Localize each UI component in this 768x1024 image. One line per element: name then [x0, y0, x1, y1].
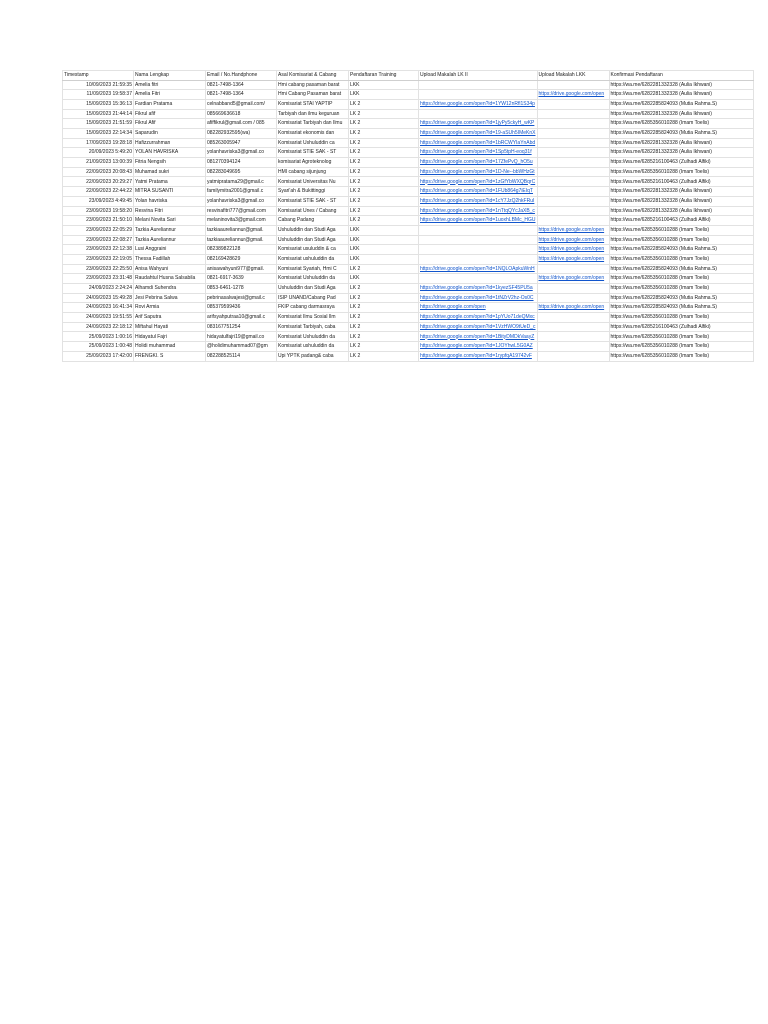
cell-upload-makalah-lk2[interactable]: https://drive.google.com/open?id=1FUb864g7iEIqT: [419, 187, 538, 197]
cell-upload-makalah-lk2[interactable]: https://drive.google.com/open?id=19-aSUh5IMeKnX: [419, 129, 538, 139]
cell-konfirmasi-pendaftaran: https://wa.me/6285356010288 (Imam Toelis): [609, 225, 753, 235]
cell-upload-makalah-lk2: [419, 274, 538, 284]
cell-upload-makalah-lkk: [537, 216, 609, 226]
cell-nama-lengkap: Yatmi Pratama: [134, 177, 206, 187]
cell-upload-makalah-lk2[interactable]: https://drive.google.com/open?id=1YW12nRfl1S34p: [419, 99, 538, 109]
cell-konfirmasi-pendaftaran: https://wa.me/6285216100463 (Zulhadi Alfiki): [609, 322, 753, 332]
cell-upload-makalah-lk2[interactable]: https://drive.google.com/open?id=1cY7JzQ2hkFRuI: [419, 196, 538, 206]
cell-konfirmasi-pendaftaran: https://wa.me/6285216100463 (Zulhadi Alfiki): [609, 177, 753, 187]
cell-konfirmasi-pendaftaran: https://wa.me/6282285824093 (Mutia Rahma.S): [609, 129, 753, 139]
table-row: [63, 332, 754, 342]
cell-nama-lengkap: Anisa Wahyuni: [134, 264, 206, 274]
table-row: [63, 109, 754, 119]
cell-timestamp: 15/09/2023 15:36:13: [63, 99, 134, 109]
cell-timestamp: 24/09/2023 22:18:12: [63, 322, 134, 332]
cell-upload-makalah-lk2: [419, 235, 538, 245]
cell-asal-komisariat: ISIP UNAND/Cabang Pad: [277, 293, 349, 303]
column-header-timestamp: Timestamp: [63, 71, 134, 81]
cell-asal-komisariat: Komisariat STIE SAK - ST: [277, 196, 349, 206]
cell-pendaftaran-training: LK 2: [349, 351, 419, 361]
cell-upload-makalah-lk2[interactable]: https://drive.google.com/open?id=1Sp5tpH-eoq31f: [419, 148, 538, 158]
table-row: [63, 313, 754, 323]
cell-asal-komisariat: komisariat Agroteknolog: [277, 158, 349, 168]
cell-upload-makalah-lkk: [537, 293, 609, 303]
cell-pendaftaran-training: LKK: [349, 225, 419, 235]
cell-asal-komisariat: Komisariat ushuluddin da: [277, 254, 349, 264]
cell-upload-makalah-lk2[interactable]: https://drive.google.com/open?id=1D-Ne--bbWHzGt: [419, 167, 538, 177]
table-row: [63, 342, 754, 352]
cell-upload-makalah-lk2: [419, 90, 538, 100]
cell-asal-komisariat: Komisariat Unes / Cabang: [277, 206, 349, 216]
table-row: [63, 196, 754, 206]
cell-asal-komisariat: Hmi cabang pasaman barat: [277, 80, 349, 90]
cell-nama-lengkap: Yolan havriska: [134, 196, 206, 206]
cell-timestamp: 24/09/2023 15:49:28: [63, 293, 134, 303]
cell-timestamp: 11/09/2023 19:58:37: [63, 90, 134, 100]
cell-pendaftaran-training: LK 2: [349, 216, 419, 226]
cell-asal-komisariat: FKIP cabang darmasraya: [277, 303, 349, 313]
cell-email-handphone: 081270394124: [206, 158, 277, 168]
cell-upload-makalah-lk2[interactable]: https://drive.google.com/open?id=1VzHWO9tUeD_c: [419, 322, 538, 332]
cell-email-handphone: tazkiaaureliannur@gmail.: [206, 235, 277, 245]
cell-asal-komisariat: Komisariat Tarbiyah dan Ilmu: [277, 119, 349, 129]
table-row: [63, 245, 754, 255]
cell-upload-makalah-lk2[interactable]: https://drive.google.com/open?id=1rypfqA19742vF: [419, 351, 538, 361]
cell-asal-komisariat: Komisariat Universitas Nu: [277, 177, 349, 187]
table-row: [63, 274, 754, 284]
cell-email-handphone: 0821-6917-3639: [206, 274, 277, 284]
cell-pendaftaran-training: LK 2: [349, 158, 419, 168]
cell-upload-makalah-lkk[interactable]: https://drive.google.com/open: [537, 254, 609, 264]
column-header-nama-lengkap: Nama Lengkap: [134, 71, 206, 81]
cell-timestamp: 23/09/2023 22:25:50: [63, 264, 134, 274]
cell-nama-lengkap: Fardian Pratama: [134, 99, 206, 109]
cell-timestamp: 15/09/2023 21:44:14: [63, 109, 134, 119]
cell-nama-lengkap: Saparudin: [134, 129, 206, 139]
table-row: [63, 119, 754, 129]
cell-nama-lengkap: Resvina Fitri: [134, 206, 206, 216]
cell-upload-makalah-lk2[interactable]: https://drive.google.com/open?id=1kyezSF45PU5a: [419, 284, 538, 294]
table-row: [63, 148, 754, 158]
table-row: [63, 138, 754, 148]
cell-email-handphone: celnabband5@gmail.com/: [206, 99, 277, 109]
cell-upload-makalah-lkk: [537, 284, 609, 294]
cell-upload-makalah-lk2[interactable]: https://drive.google.com/open?id=1pYUo71deQMxc: [419, 313, 538, 323]
cell-upload-makalah-lk2[interactable]: https://drive.google.com/open?id=1JOYhwL5G0AZ: [419, 342, 538, 352]
cell-timestamp: 25/09/2023 1:00:48: [63, 342, 134, 352]
cell-upload-makalah-lkk[interactable]: https://drive.google.com/open: [537, 245, 609, 255]
cell-asal-komisariat: Komisariat STIE SAK - ST: [277, 148, 349, 158]
cell-konfirmasi-pendaftaran: https://wa.me/6282285824093 (Mutia Rahma.S): [609, 264, 753, 274]
registration-sheet: [62, 70, 754, 362]
cell-email-handphone: 085379599436: [206, 303, 277, 313]
table-row: [63, 264, 754, 274]
cell-upload-makalah-lkk[interactable]: https://drive.google.com/open: [537, 235, 609, 245]
cell-konfirmasi-pendaftaran: https://wa.me/6282281332328 (Aulia Ikhwani): [609, 206, 753, 216]
cell-asal-komisariat: Cabang Padang: [277, 216, 349, 226]
cell-upload-makalah-lkk: [537, 196, 609, 206]
cell-upload-makalah-lkk: [537, 187, 609, 197]
cell-pendaftaran-training: LK 2: [349, 303, 419, 313]
cell-konfirmasi-pendaftaran: https://wa.me/6285356010288 (Imam Toelis): [609, 235, 753, 245]
cell-email-handphone: anisawahyuni977@gmail.: [206, 264, 277, 274]
cell-konfirmasi-pendaftaran: https://wa.me/6282281332328 (Aulia Ikhwani): [609, 138, 753, 148]
cell-nama-lengkap: Tazkia Aureliannur: [134, 225, 206, 235]
cell-pendaftaran-training: LK 2: [349, 119, 419, 129]
cell-konfirmasi-pendaftaran: https://wa.me/6285356010288 (Imam Toelis): [609, 254, 753, 264]
cell-upload-makalah-lk2: [419, 254, 538, 264]
cell-upload-makalah-lk2[interactable]: https://drive.google.com/open: [419, 303, 538, 313]
cell-upload-makalah-lkk: [537, 119, 609, 129]
cell-pendaftaran-training: LKK: [349, 90, 419, 100]
cell-email-handphone: tazkiaaureliannur@gmail.: [206, 225, 277, 235]
cell-email-handphone: 085263005947: [206, 138, 277, 148]
cell-nama-lengkap: Hafizzurrahman: [134, 138, 206, 148]
cell-timestamp: 21/09/2023 13:00:39: [63, 158, 134, 168]
cell-asal-komisariat: Komisariat STAI YAPTIP: [277, 99, 349, 109]
cell-email-handphone: yolanhavriska3@gmail.co: [206, 196, 277, 206]
cell-pendaftaran-training: LK 2: [349, 177, 419, 187]
cell-email-handphone: yatmipratama29@gmail.c: [206, 177, 277, 187]
cell-pendaftaran-training: LK 2: [349, 138, 419, 148]
cell-timestamp: 23/09/2023 22:12:38: [63, 245, 134, 255]
cell-pendaftaran-training: LK 2: [349, 148, 419, 158]
table-row: [63, 254, 754, 264]
cell-nama-lengkap: Amelia Fitri: [134, 90, 206, 100]
cell-upload-makalah-lkk: [537, 148, 609, 158]
table-row: [63, 303, 754, 313]
cell-upload-makalah-lk2: [419, 225, 538, 235]
table-row: [63, 351, 754, 361]
cell-timestamp: 10/09/2023 21:59:35: [63, 80, 134, 90]
cell-email-handphone: 0853-6461-1278: [206, 284, 277, 294]
cell-upload-makalah-lkk: [537, 99, 609, 109]
cell-pendaftaran-training: LK 2: [349, 264, 419, 274]
cell-nama-lengkap: Thessa Fadillah: [134, 254, 206, 264]
cell-upload-makalah-lk2[interactable]: https://drive.google.com/open?id=1uoxhLBMc_HGU: [419, 216, 538, 226]
cell-konfirmasi-pendaftaran: https://wa.me/6282281332328 (Aulia Ikhwani): [609, 80, 753, 90]
cell-upload-makalah-lk2[interactable]: https://drive.google.com/open?id=1zGfYbWXQBqrC: [419, 177, 538, 187]
cell-asal-komisariat: Komisariat Ushuluddin da: [277, 274, 349, 284]
cell-konfirmasi-pendaftaran: https://wa.me/6285356010288 (Imam Toelis): [609, 342, 753, 352]
cell-upload-makalah-lkk: [537, 109, 609, 119]
cell-nama-lengkap: Amelia fitri: [134, 80, 206, 90]
cell-email-handphone: 082282932595(wa): [206, 129, 277, 139]
cell-pendaftaran-training: LKK: [349, 80, 419, 90]
cell-nama-lengkap: Muhamad sukri: [134, 167, 206, 177]
table-row: [63, 206, 754, 216]
cell-email-handphone: 082169428629: [206, 254, 277, 264]
column-header-upload-makalah-lk2: Upload Makalah LK II: [419, 71, 538, 81]
cell-nama-lengkap: Hidayatul Fajri: [134, 332, 206, 342]
table-row: [63, 187, 754, 197]
table-row: [63, 225, 754, 235]
table-row: [63, 158, 754, 168]
cell-upload-makalah-lk2[interactable]: https://drive.google.com/open?id=1nTtqQYcJaXB_c: [419, 206, 538, 216]
cell-upload-makalah-lkk: [537, 138, 609, 148]
cell-upload-makalah-lkk: [537, 80, 609, 90]
cell-konfirmasi-pendaftaran: https://wa.me/6285356010288 (Imam Toelis): [609, 351, 753, 361]
cell-konfirmasi-pendaftaran: https://wa.me/6282281332328 (Aulia Ikhwani): [609, 187, 753, 197]
cell-email-handphone: familymitra2001@gmail.c: [206, 187, 277, 197]
header-row: [63, 71, 754, 81]
cell-email-handphone: melaninovita3@gmail.com: [206, 216, 277, 226]
cell-upload-makalah-lk2: [419, 245, 538, 255]
cell-timestamp: 22/09/2023 20:08:43: [63, 167, 134, 177]
cell-asal-komisariat: Komisariat Ushuluddin da: [277, 332, 349, 342]
cell-konfirmasi-pendaftaran: https://wa.me/6285356010288 (Imam Toelis): [609, 274, 753, 284]
table-row: [63, 177, 754, 187]
cell-konfirmasi-pendaftaran: https://wa.me/6282281332328 (Aulia Ikhwani): [609, 90, 753, 100]
cell-upload-makalah-lkk: [537, 177, 609, 187]
cell-upload-makalah-lkk: [537, 313, 609, 323]
table-row: [63, 99, 754, 109]
cell-nama-lengkap: YOLAN HAVRISKA: [134, 148, 206, 158]
cell-nama-lengkap: Fitria Nengsih: [134, 158, 206, 168]
cell-pendaftaran-training: LKK: [349, 235, 419, 245]
cell-timestamp: 24/09/2023 2:24:24: [63, 284, 134, 294]
cell-asal-komisariat: Komisariat Syariah, Hmi C: [277, 264, 349, 274]
cell-asal-komisariat: Komisariat Ilmu Sosial Ilm: [277, 313, 349, 323]
cell-timestamp: 25/09/2023 1:00:16: [63, 332, 134, 342]
cell-nama-lengkap: MITRA SUSANTI: [134, 187, 206, 197]
cell-asal-komisariat: Tarbiyah dan ilmu keguruan: [277, 109, 349, 119]
table-row: [63, 216, 754, 226]
cell-email-handphone: 0821-7498-1364: [206, 90, 277, 100]
column-header-pendaftaran-training: Pendaftaran Training: [349, 71, 419, 81]
cell-konfirmasi-pendaftaran: https://wa.me/6282281332328 (Aulia Ikhwani): [609, 196, 753, 206]
cell-nama-lengkap: Melani Novita Sari: [134, 216, 206, 226]
cell-upload-makalah-lk2[interactable]: https://drive.google.com/open?id=1BityDMDkVaayZ: [419, 332, 538, 342]
cell-timestamp: 22/09/2023 22:44:22: [63, 187, 134, 197]
cell-timestamp: 23/09/2023 4:49:45: [63, 196, 134, 206]
cell-konfirmasi-pendaftaran: https://wa.me/6282281332328 (Aulia Ikhwani): [609, 148, 753, 158]
cell-konfirmasi-pendaftaran: https://wa.me/6282285824093 (Mutia Rahma.S): [609, 99, 753, 109]
cell-upload-makalah-lk2: [419, 80, 538, 90]
cell-upload-makalah-lkk[interactable]: https://drive.google.com/open: [537, 90, 609, 100]
cell-upload-makalah-lkk: [537, 158, 609, 168]
cell-pendaftaran-training: LK 2: [349, 342, 419, 352]
table-row: [63, 235, 754, 245]
cell-email-handphone: @holidimuhammad07@gm: [206, 342, 277, 352]
cell-pendaftaran-training: LK 2: [349, 332, 419, 342]
cell-pendaftaran-training: LK 2: [349, 167, 419, 177]
cell-upload-makalah-lk2[interactable]: https://drive.google.com/open?id=1NQLOApkuWnH: [419, 264, 538, 274]
table-row: [63, 80, 754, 90]
column-header-konfirmasi-pendaftaran: Konfirmasi Pendaftaran: [609, 71, 753, 81]
cell-email-handphone: 082283049695: [206, 167, 277, 177]
cell-timestamp: 24/09/2023 16:41:34: [63, 303, 134, 313]
cell-asal-komisariat: Upi YPTK padang& caba: [277, 351, 349, 361]
cell-upload-makalah-lkk[interactable]: https://drive.google.com/open: [537, 303, 609, 313]
cell-email-handphone: 082389822128: [206, 245, 277, 255]
table-row: [63, 293, 754, 303]
cell-email-handphone: 082288525114: [206, 351, 277, 361]
column-header-email-handphone: Email / No.Handphone: [206, 71, 277, 81]
cell-asal-komisariat: Ushuluddin dan Studi Aga: [277, 225, 349, 235]
table-row: [63, 167, 754, 177]
cell-pendaftaran-training: LK 2: [349, 196, 419, 206]
cell-konfirmasi-pendaftaran: https://wa.me/6285356010288 (Imam Toelis): [609, 284, 753, 294]
cell-konfirmasi-pendaftaran: https://wa.me/6285356010288 (Imam Toelis): [609, 119, 753, 129]
cell-nama-lengkap: Rovi Armia: [134, 303, 206, 313]
cell-konfirmasi-pendaftaran: https://wa.me/6285356010288 (Imam Toelis): [609, 313, 753, 323]
table-row: [63, 90, 754, 100]
cell-timestamp: 22/09/2023 20:29:27: [63, 177, 134, 187]
cell-asal-komisariat: HMI cabang sijunjung: [277, 167, 349, 177]
cell-timestamp: 23/09/2023 21:50:10: [63, 216, 134, 226]
cell-pendaftaran-training: LK 2: [349, 313, 419, 323]
cell-nama-lengkap: Lusi Anggraini: [134, 245, 206, 255]
cell-upload-makalah-lkk[interactable]: https://drive.google.com/open: [537, 274, 609, 284]
table-row: [63, 284, 754, 294]
cell-konfirmasi-pendaftaran: https://wa.me/6282281332328 (Aulia Ikhwani): [609, 109, 753, 119]
cell-asal-komisariat: Ushuluddin dan Studi Aga: [277, 235, 349, 245]
cell-asal-komisariat: Syari'ah & Bukittinggi: [277, 187, 349, 197]
cell-upload-makalah-lkk: [537, 351, 609, 361]
cell-upload-makalah-lkk: [537, 167, 609, 177]
cell-nama-lengkap: Jesi Pebrina Salwa: [134, 293, 206, 303]
cell-konfirmasi-pendaftaran: https://wa.me/6285216100463 (Zulhadi Alfiki): [609, 216, 753, 226]
cell-nama-lengkap: Tazkia Aureliannur: [134, 235, 206, 245]
cell-nama-lengkap: Fikrul Afif: [134, 119, 206, 129]
cell-nama-lengkap: Alhamdi Suhendra: [134, 284, 206, 294]
cell-email-handphone: resvinafitri777@gmail.com: [206, 206, 277, 216]
cell-email-handphone: afiffikrul@gmail.com / 085: [206, 119, 277, 129]
table-row: [63, 322, 754, 332]
cell-upload-makalah-lk2[interactable]: https://drive.google.com/open?id=1bRCWYIaYnAbd: [419, 138, 538, 148]
cell-asal-komisariat: Komisariat Tarbiyah, caba: [277, 322, 349, 332]
cell-asal-komisariat: Komisariat Ushuluddin ca: [277, 138, 349, 148]
cell-nama-lengkap: Arif Saputra: [134, 313, 206, 323]
cell-upload-makalah-lk2[interactable]: https://drive.google.com/open?id=1jyPy5ckyH_wKP: [419, 119, 538, 129]
cell-timestamp: 23/09/2023 22:08:27: [63, 235, 134, 245]
cell-asal-komisariat: Ushuluddin dan Studi Aga: [277, 284, 349, 294]
cell-asal-komisariat: Komisariat usuluddin & ca: [277, 245, 349, 255]
cell-konfirmasi-pendaftaran: https://wa.me/6285356010288 (Imam Toelis): [609, 332, 753, 342]
cell-konfirmasi-pendaftaran: https://wa.me/6282285824093 (Mutia Rahma.S): [609, 293, 753, 303]
column-header-upload-makalah-lkk: Upload Makalah LKK: [537, 71, 609, 81]
cell-timestamp: 15/09/2023 22:14:34: [63, 129, 134, 139]
cell-konfirmasi-pendaftaran: https://wa.me/6282285824093 (Mutia Rahma.S): [609, 303, 753, 313]
cell-pendaftaran-training: LK 2: [349, 109, 419, 119]
cell-nama-lengkap: Holidi muhammad: [134, 342, 206, 352]
cell-email-handphone: 0821-7498-1364: [206, 80, 277, 90]
cell-upload-makalah-lkk: [537, 206, 609, 216]
cell-upload-makalah-lkk: [537, 342, 609, 352]
cell-timestamp: 23/09/2023 23:31:48: [63, 274, 134, 284]
cell-timestamp: 25/09/2023 17:42:00: [63, 351, 134, 361]
cell-pendaftaran-training: LK 2: [349, 129, 419, 139]
cell-pendaftaran-training: LK 2: [349, 284, 419, 294]
cell-asal-komisariat: Hmi Cabang Pasaman barat: [277, 90, 349, 100]
cell-pendaftaran-training: LK 2: [349, 322, 419, 332]
cell-konfirmasi-pendaftaran: https://wa.me/6282285824093 (Mutia Rahma.S): [609, 245, 753, 255]
cell-timestamp: 24/09/2023 19:51:55: [63, 313, 134, 323]
cell-pendaftaran-training: LK 2: [349, 293, 419, 303]
cell-pendaftaran-training: LK 2: [349, 99, 419, 109]
cell-nama-lengkap: Miftahul Hayati: [134, 322, 206, 332]
cell-upload-makalah-lkk[interactable]: https://drive.google.com/open: [537, 225, 609, 235]
column-header-asal-komisariat: Asal Komisariat & Cabang: [277, 71, 349, 81]
cell-email-handphone: 085669636618: [206, 109, 277, 119]
cell-email-handphone: pebrinasalwajesi@gmail.c: [206, 293, 277, 303]
cell-pendaftaran-training: LKK: [349, 254, 419, 264]
table-row: [63, 129, 754, 139]
cell-timestamp: 23/09/2023 22:19:05: [63, 254, 134, 264]
cell-upload-makalah-lk2: [419, 109, 538, 119]
cell-pendaftaran-training: LKK: [349, 274, 419, 284]
cell-timestamp: 17/09/2023 19:28:18: [63, 138, 134, 148]
cell-upload-makalah-lkk: [537, 129, 609, 139]
cell-upload-makalah-lkk: [537, 332, 609, 342]
cell-timestamp: 20/09/2023 5:49:20: [63, 148, 134, 158]
cell-konfirmasi-pendaftaran: https://wa.me/6285216100463 (Zulhadi Alfiki): [609, 158, 753, 168]
cell-email-handphone: 083167751254: [206, 322, 277, 332]
cell-pendaftaran-training: LK 2: [349, 187, 419, 197]
cell-nama-lengkap: FRENGKI. S: [134, 351, 206, 361]
cell-timestamp: 15/09/2023 21:51:59: [63, 119, 134, 129]
cell-upload-makalah-lk2[interactable]: https://drive.google.com/open?id=1tNZrV2hz-Os0C: [419, 293, 538, 303]
cell-timestamp: 23/09/2023 22:05:29: [63, 225, 134, 235]
cell-upload-makalah-lkk: [537, 322, 609, 332]
cell-email-handphone: yolanhavriska3@gmail.co: [206, 148, 277, 158]
cell-nama-lengkap: Fikrul afif: [134, 109, 206, 119]
cell-asal-komisariat: Komisariat ushuluddin da: [277, 342, 349, 352]
cell-pendaftaran-training: LK 2: [349, 206, 419, 216]
cell-konfirmasi-pendaftaran: https://wa.me/6285356010288 (Imam Toelis): [609, 167, 753, 177]
cell-upload-makalah-lkk: [537, 264, 609, 274]
cell-email-handphone: hidayatulfajri19@gmail.co: [206, 332, 277, 342]
cell-nama-lengkap: Raudahtul Husna Salsabila: [134, 274, 206, 284]
cell-upload-makalah-lk2[interactable]: https://drive.google.com/open?id=17ZfePvQ_hO5u: [419, 158, 538, 168]
cell-email-handphone: arifsyahputraa10@gmail.c: [206, 313, 277, 323]
cell-pendaftaran-training: LKK: [349, 245, 419, 255]
cell-timestamp: 23/09/2023 19:58:20: [63, 206, 134, 216]
cell-asal-komisariat: Komisariat ekonomis dan: [277, 129, 349, 139]
